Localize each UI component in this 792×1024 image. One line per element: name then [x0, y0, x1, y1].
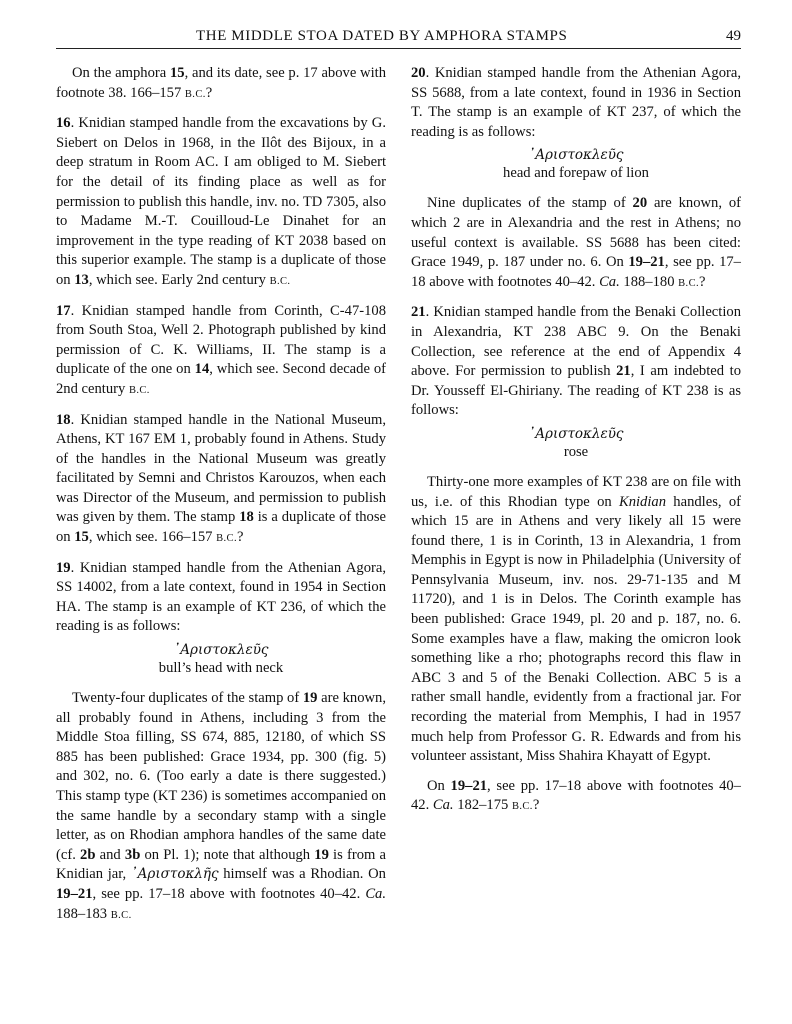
stamp-reading-21: [411, 425, 741, 461]
entry-17: 17. Knidian stamped handle from Corinth, C-47-108 from South Stoa, Well 2. Photograph published by kind permission of C. K. Williams, II. The stamp is a duplicate of the one on 14, which see. Second decade of 2nd century B.C.: [56, 302, 386, 397]
entry-16: 16. Knidian stamped handle from the excavations by G. Siebert on Delos in 1968, in the Ilôt des Bijoux, in a deep stratum in Room AC. I am obliged to M. Siebert for the detail of its finding place as well as for permission to publish this handle, inv. no. TD 7305, also to Madame M.-T. Couilloud-Le Dinahet for an improvement in the type reading of KT 2038 based on this superior example. The stamp is a duplicate of those on 13, which see. Early 2nd century B.C.: [56, 115, 386, 288]
paragraph-15-date: On the amphora 15, and its date, see p. 17 above with footnote 38. 166–157 B.C.?: [56, 65, 386, 101]
greek-stamp-text: ᾽Αριστοκλεῦς: [528, 147, 624, 164]
stamp-reading-19: [56, 641, 386, 677]
entry-number: 21: [411, 304, 426, 321]
stamp-device: bull’s head with neck: [158, 660, 284, 677]
stamp-device: rose: [563, 443, 589, 460]
entry-number: 18: [56, 411, 71, 428]
entry-19-discussion: Twenty-four duplicates of the stamp of 19 are known, all probably found in Athens, including 3 from the Middle Stoa filling, SS 674, 885, 12180, of which SS 885 has been published: Grace 1934, pp. 300 (fig. 5) and 302, no. 6. (Too early a date is there suggested.) This stamp type (KT 236) is sometimes accompanied on the same handle by a secondary stamp with a single letter, as on Rhodian amphora handles of the same date (cf. 2b and 3b on Pl. 1); note that although 19 is from a Knidian jar, ᾽Αριστοκλῆς himself was a Rhodian. On 19–21, see pp. 17–18 above with footnotes 40–42. Ca. 188–183 B.C.: [56, 690, 386, 922]
entry-20: 20. Knidian stamped handle from the Athenian Agora, SS 5688, from a late context, found in 1936 in Section T. The stamp is an example of KT 237, of which the reading is as follows:: [411, 65, 741, 140]
stamp-reading-20: [411, 146, 741, 182]
greek-stamp-text: ᾽Αριστοκλεῦς: [528, 425, 624, 442]
running-header: [56, 28, 741, 49]
entry-21: 21. Knidian stamped handle from the Benaki Collection in Alexandria, KT 238 ABC 9. On the Benaki Collection, see reference at the end of Appendix 4 above. For permission to publish 21, I am indebted to Dr. Yousseff El-Ghiriany. The reading of KT 238 is as follows:: [411, 304, 741, 419]
running-title: THE MIDDLE STOA DATED BY AMPHORA STAMPS: [196, 28, 568, 44]
closing-note: On 19–21, see pp. 17–18 above with footnotes 40–42. Ca. 182–175 B.C.?: [411, 777, 741, 814]
entry-number: 17: [56, 302, 71, 319]
entry-20-discussion: Nine duplicates of the stamp of 20 are known, of which 2 are in Alexandria and the rest in Athens; no useful context is available. SS 5688 has been cited: Grace 1949, p. 187 under no. 6. On 19–21, see pp. 17–18 above with footnotes 40–42. Ca. 188–180 B.C.?: [411, 195, 741, 290]
entry-18: 18. Knidian stamped handle in the National Museum, Athens, KT 167 EM 1, probably found in Athens. Study of the handles in the National Museum was greatly facilitated by Semni and Christos Karouzos, when each was Director of the Museum, and permission to publish was given by them. The stamp 18 is a duplicate of those on 15, which see. 166–157 B.C.?: [56, 411, 386, 546]
entry-number: 19: [56, 559, 71, 576]
page-number: 49: [726, 28, 741, 44]
entry-number: 20: [411, 65, 426, 81]
entry-19: 19. Knidian stamped handle from the Athenian Agora, SS 14002, from a late context, found in 1954 in Section HA. The stamp is an example of KT 236, of which the reading is as follows:: [56, 559, 386, 635]
right-column: [411, 64, 741, 827]
stamp-device: head and forepaw of lion: [503, 165, 649, 182]
greek-stamp-text: ᾽Αριστοκλεῦς: [173, 642, 269, 659]
entry-number: 16: [56, 115, 71, 132]
left-column: [56, 64, 386, 935]
entry-21-discussion: Thirty-one more examples of KT 238 are on file with us, i.e. of this Rhodian type on Knidian handles, of which 15 are in Athens and very likely all 15 were found there, 1 is in Corinth, 13 in Alexandria, 1 from Memphis in Egypt is now in Philadelphia (University of Pennsylvania Museum, inv. nos. 29-71-135 and M 11720), and 1 is in Delos. The Corinth example has been published: Grace 1949, pl. 20 and p. 187, no. 6. Some examples have a flaw, making the omicron look something like a rho; photographs record this flaw in ABC 3 and 5 of the Benaki Collection. ABC 5 is a rather small handle, evidently from a fractional jar. For recording the material from Memphis, I had in 1957 much help from Professor G. R. Edwards and from his volunteer assistant, Miss Shahira Khayatt of Egypt.: [411, 473, 741, 765]
